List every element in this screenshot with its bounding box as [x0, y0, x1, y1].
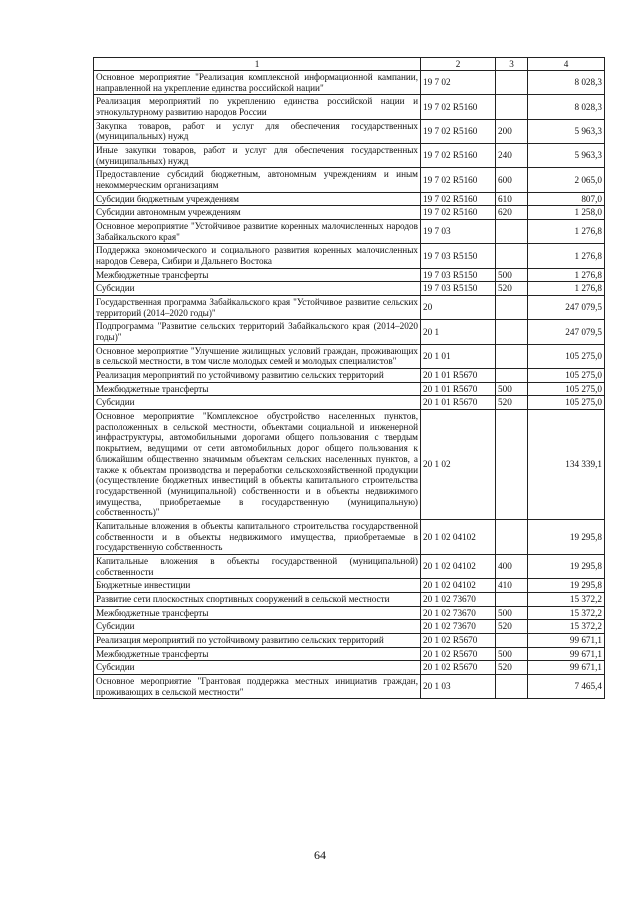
row-name-cell: Основное мероприятие "Реализация комплексной информационной кампании, направленной на укрепление единства российской нации": [94, 71, 421, 95]
row-type-cell: [496, 519, 528, 554]
table-row: [94, 296, 605, 320]
row-type-cell: [496, 410, 528, 520]
row-amount-cell: 99 671,1: [528, 647, 605, 661]
row-amount-cell: 1 276,8: [528, 244, 605, 268]
row-type-cell: 200: [496, 119, 528, 143]
row-code-cell: 19 7 02: [421, 71, 496, 95]
row-amount-cell: 15 372,2: [528, 592, 605, 606]
row-name-cell: Реализация мероприятий по устойчивому развитию сельских территорий: [94, 369, 421, 383]
table-row: [94, 606, 605, 620]
table-row: [94, 206, 605, 220]
row-code-cell: 20 1 02 73670: [421, 592, 496, 606]
row-amount-cell: 1 276,8: [528, 282, 605, 296]
row-amount-cell: 19 295,8: [528, 519, 605, 554]
row-amount-cell: 247 079,5: [528, 320, 605, 344]
row-name-cell: Основное мероприятие "Устойчивое развитие коренных малочисленных народов Забайкальского края": [94, 220, 421, 244]
row-name-cell: Поддержка экономического и социального развития коренных малочисленных народов Севера, Сибири и Дальнего Востока: [94, 244, 421, 268]
row-name-cell: Государственная программа Забайкальского края "Устойчивое развитие сельских территорий (2014–2020 годы)": [94, 296, 421, 320]
row-code-cell: 19 7 02 R5160: [421, 95, 496, 119]
row-name-cell: Развитие сети плоскостных спортивных сооружений в сельской местности: [94, 592, 421, 606]
row-type-cell: [496, 95, 528, 119]
row-type-cell: 500: [496, 647, 528, 661]
table-row: [94, 410, 605, 520]
table-body: [94, 71, 605, 699]
row-code-cell: 19 7 02 R5160: [421, 192, 496, 206]
table-row: [94, 382, 605, 396]
row-code-cell: 20 1 02 73670: [421, 620, 496, 634]
row-code-cell: 19 7 02 R5160: [421, 206, 496, 220]
row-name-cell: Субсидии бюджетным учреждениям: [94, 192, 421, 206]
row-type-cell: [496, 633, 528, 647]
row-code-cell: 19 7 03 R5150: [421, 282, 496, 296]
row-amount-cell: 99 671,1: [528, 661, 605, 675]
row-type-cell: 610: [496, 192, 528, 206]
row-amount-cell: 7 465,4: [528, 674, 605, 698]
row-type-cell: [496, 320, 528, 344]
header-col-4: 4: [528, 58, 605, 71]
table-row: [94, 168, 605, 192]
row-code-cell: 19 7 03 R5150: [421, 244, 496, 268]
table-row: [94, 244, 605, 268]
row-type-cell: 400: [496, 554, 528, 578]
row-amount-cell: 105 275,0: [528, 369, 605, 383]
row-amount-cell: 5 963,3: [528, 119, 605, 143]
row-name-cell: Реализация мероприятий по устойчивому развитию сельских территорий: [94, 633, 421, 647]
row-amount-cell: 8 028,3: [528, 71, 605, 95]
row-amount-cell: 1 276,8: [528, 220, 605, 244]
row-amount-cell: 8 028,3: [528, 95, 605, 119]
row-code-cell: 20 1 03: [421, 674, 496, 698]
row-type-cell: 240: [496, 144, 528, 168]
row-code-cell: 19 7 03 R5150: [421, 268, 496, 282]
row-amount-cell: 99 671,1: [528, 633, 605, 647]
table-row: [94, 119, 605, 143]
row-name-cell: Основное мероприятие "Грантовая поддержка местных инициатив граждан, проживающих в сельской местности": [94, 674, 421, 698]
row-name-cell: Субсидии автономным учреждениям: [94, 206, 421, 220]
row-amount-cell: 247 079,5: [528, 296, 605, 320]
row-type-cell: 500: [496, 382, 528, 396]
row-name-cell: Предоставление субсидий бюджетным, автономным учреждениям и иным некоммерческим организациям: [94, 168, 421, 192]
table-row: [94, 579, 605, 593]
row-type-cell: 410: [496, 579, 528, 593]
row-amount-cell: 15 372,2: [528, 620, 605, 634]
row-type-cell: [496, 296, 528, 320]
header-col-3: 3: [496, 58, 528, 71]
row-amount-cell: 15 372,2: [528, 606, 605, 620]
row-amount-cell: 134 339,1: [528, 410, 605, 520]
row-amount-cell: 105 275,0: [528, 396, 605, 410]
budget-table: [93, 57, 605, 699]
row-name-cell: Субсидии: [94, 396, 421, 410]
row-type-cell: [496, 592, 528, 606]
row-name-cell: Капитальные вложения в объекты государственной (муниципальной) собственности: [94, 554, 421, 578]
row-amount-cell: 807,0: [528, 192, 605, 206]
row-type-cell: 500: [496, 606, 528, 620]
row-code-cell: 20 1 02 04102: [421, 579, 496, 593]
row-name-cell: Межбюджетные трансферты: [94, 647, 421, 661]
row-name-cell: Субсидии: [94, 661, 421, 675]
row-type-cell: 520: [496, 396, 528, 410]
table-row: [94, 192, 605, 206]
row-code-cell: 20 1 01: [421, 344, 496, 368]
row-name-cell: Межбюджетные трансферты: [94, 382, 421, 396]
row-name-cell: Бюджетные инвестиции: [94, 579, 421, 593]
row-code-cell: 20 1 02 73670: [421, 606, 496, 620]
row-name-cell: Субсидии: [94, 282, 421, 296]
row-type-cell: [496, 674, 528, 698]
row-name-cell: Закупка товаров, работ и услуг для обеспечения государственных (муниципальных) нужд: [94, 119, 421, 143]
row-type-cell: 500: [496, 268, 528, 282]
table-row: [94, 592, 605, 606]
header-row: [94, 58, 605, 71]
table-row: [94, 554, 605, 578]
row-amount-cell: 105 275,0: [528, 344, 605, 368]
row-name-cell: Подпрограмма "Развитие сельских территорий Забайкальского края (2014–2020 годы)": [94, 320, 421, 344]
row-amount-cell: 19 295,8: [528, 579, 605, 593]
row-name-cell: Межбюджетные трансферты: [94, 268, 421, 282]
row-amount-cell: 1 258,0: [528, 206, 605, 220]
row-name-cell: Капитальные вложения в объекты капитального строительства государственной собственности и в объекты недвижимого имущества, приобретаемые в государственную собственность: [94, 519, 421, 554]
table-row: [94, 647, 605, 661]
table-row: [94, 369, 605, 383]
header-col-2: 2: [421, 58, 496, 71]
row-code-cell: 20: [421, 296, 496, 320]
row-code-cell: 19 7 03: [421, 220, 496, 244]
table-row: [94, 661, 605, 675]
row-name-cell: Иные закупки товаров, работ и услуг для обеспечения государственных (муниципальных) нужд: [94, 144, 421, 168]
row-type-cell: 600: [496, 168, 528, 192]
row-name-cell: Субсидии: [94, 620, 421, 634]
table-row: [94, 633, 605, 647]
row-code-cell: 20 1 02 R5670: [421, 661, 496, 675]
table-row: [94, 71, 605, 95]
row-amount-cell: 19 295,8: [528, 554, 605, 578]
row-code-cell: 19 7 02 R5160: [421, 144, 496, 168]
header-col-1: 1: [94, 58, 421, 71]
row-type-cell: [496, 344, 528, 368]
row-amount-cell: 5 963,3: [528, 144, 605, 168]
table-row: [94, 620, 605, 634]
row-code-cell: 20 1 02 R5670: [421, 647, 496, 661]
table-row: [94, 144, 605, 168]
row-type-cell: 620: [496, 206, 528, 220]
row-code-cell: 20 1 02 R5670: [421, 633, 496, 647]
page-number: 64: [314, 848, 326, 862]
row-type-cell: 520: [496, 661, 528, 675]
row-code-cell: 20 1 02: [421, 410, 496, 520]
table-row: [94, 95, 605, 119]
row-type-cell: 520: [496, 620, 528, 634]
row-type-cell: [496, 369, 528, 383]
row-code-cell: 20 1: [421, 320, 496, 344]
row-name-cell: Реализация мероприятий по укреплению единства российской нации и этнокультурному развитию народов России: [94, 95, 421, 119]
table-row: [94, 282, 605, 296]
row-code-cell: 20 1 01 R5670: [421, 396, 496, 410]
row-code-cell: 19 7 02 R5160: [421, 168, 496, 192]
row-name-cell: Межбюджетные трансферты: [94, 606, 421, 620]
row-name-cell: Основное мероприятие "Улучшение жилищных условий граждан, проживающих в сельской местности, в том числе молодых семей и молодых специалистов": [94, 344, 421, 368]
row-amount-cell: 1 276,8: [528, 268, 605, 282]
table-row: [94, 220, 605, 244]
row-code-cell: 19 7 02 R5160: [421, 119, 496, 143]
table-header: [94, 58, 605, 71]
row-code-cell: 20 1 02 04102: [421, 554, 496, 578]
table-row: [94, 344, 605, 368]
table-row: [94, 396, 605, 410]
row-amount-cell: 2 065,0: [528, 168, 605, 192]
row-type-cell: [496, 220, 528, 244]
row-code-cell: 20 1 02 04102: [421, 519, 496, 554]
row-type-cell: [496, 71, 528, 95]
table-row: [94, 320, 605, 344]
row-type-cell: 520: [496, 282, 528, 296]
row-code-cell: 20 1 01 R5670: [421, 369, 496, 383]
row-type-cell: [496, 244, 528, 268]
row-name-cell: Основное мероприятие "Комплексное обустройство населенных пунктов, расположенных в сельской местности, объектами социальной и инженерной инфраструктуры, автомобильными дорогами общего пользования с твердым покрытием, ведущими от сети автомобильных дорог общего пользования к ближайшим общественно значимым объектам сельских населенных пунктов, а также к объектам производства и переработки сельскохозяйственной продукции (осуществление бюджетных инвестиций в объекты капитального строительства государственной (муниципальной) собственности и в объекты недвижимого имущества, приобретаемые в государственную (муниципальную) собственность)": [94, 410, 421, 520]
table-row: [94, 268, 605, 282]
table-row: [94, 519, 605, 554]
row-amount-cell: 105 275,0: [528, 382, 605, 396]
row-code-cell: 20 1 01 R5670: [421, 382, 496, 396]
table-row: [94, 674, 605, 698]
